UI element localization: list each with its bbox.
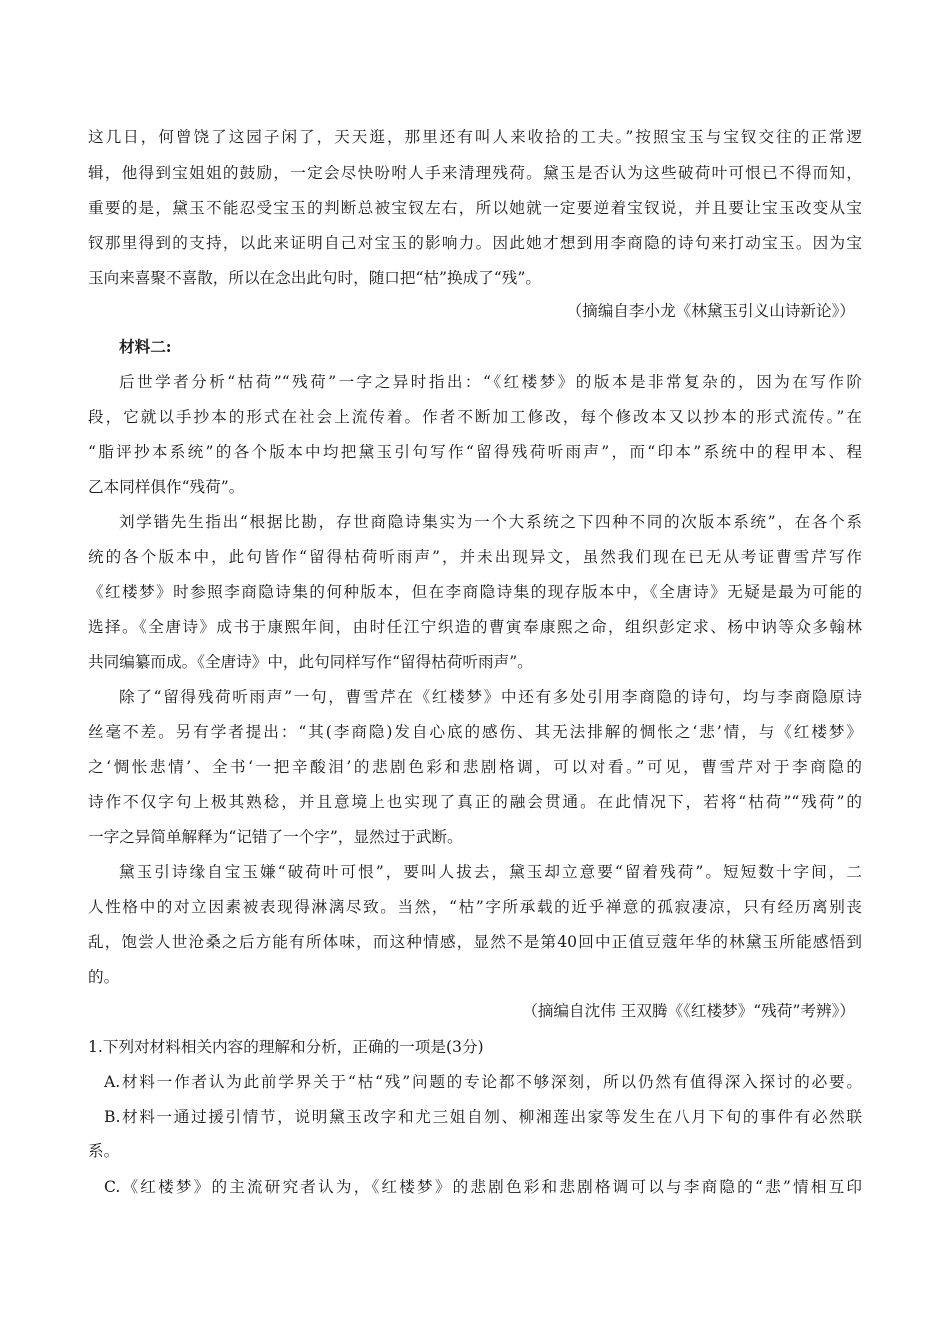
question-stem: 1.下列对材料相关内容的理解和分析，正确的一项是(3分) [88, 1038, 484, 1056]
text-line: 之‘惆怅悲情’、全书‘一把辛酸泪’的悲剧色彩和悲剧格调，可以对看。”可见，曹雪芹对于李商隐的 [88, 758, 862, 776]
option-a: A.材料一作者认为此前学界关于“枯“残”问题的专论都不够深刻，所以仍然有值得深入探讨的必要。 [104, 1073, 862, 1091]
text-line: 这几日，何曾饶了这园子闲了，天天逛，那里还有叫人来收拾的工夫。”按照宝玉与宝钗交往的正常逻 [88, 128, 862, 146]
text-line: 刘学锴先生指出“根据比勘，存世商隐诗集实为一个大系统之下四种不同的次版本系统”，在各个系 [119, 513, 862, 531]
option-b: B.材料一通过援引情节，说明黛玉改字和尤三姐自刎、柳湘莲出家等发生在八月下旬的事件有必然联 [104, 1108, 862, 1126]
text-line: 统的各个版本中，此句皆作“留得枯荷听雨声”，并未出现异文，虽然我们现在已无从考证曹雪芹写作 [88, 548, 862, 566]
text-line: 共同编纂而成。《全唐诗》中，此句同样写作“留得枯荷听雨声”。 [88, 653, 533, 671]
text-line: 诗作不仅字句上极其熟稔，并且意境上也实现了真正的融会贯通。在此情况下，若将“枯荷”“残荷”的 [88, 793, 862, 811]
source-citation-2: （摘编自沈伟 王双腾《《红楼梦》“残荷”考辨》） [522, 1002, 855, 1020]
text-line: 段，它就以手抄本的形式在社会上流传着。作者不断加工修改，每个修改本又以抄本的形式流传。”在 [88, 408, 862, 426]
text-line: 乱，饱尝人世沧桑之后方能有所体味，而这种情感，显然不是第40回中正值豆蔻年华的林黛玉所能感悟到 [88, 933, 862, 951]
text-line: 《红楼梦》时参照李商隐诗集的何种版本，但在李商隐诗集的现存版本中，《全唐诗》无疑是最为可能的 [88, 583, 862, 601]
text-line: 玉向来喜聚不喜散，所以在念出此句时，随口把“枯”换成了“残”。 [88, 269, 541, 287]
text-line: 丝毫不差。另有学者提出：“其(李商隐)发自心底的感伤、其无法排解的惆怅之‘悲’情，与《红楼梦》 [88, 723, 862, 741]
text-line: 黛玉引诗缘自宝玉嫌“破荷叶可恨”，要叫人拔去，黛玉却立意要“留着残荷”。短短数十字间，二 [119, 863, 862, 881]
text-line: 一字之异简单解释为“记错了一个字”，显然过于武断。 [88, 828, 463, 846]
text-line: 钗那里得到的支持，以此来证明自己对宝玉的影响力。因此她才想到用李商隐的诗句来打动宝玉。因为宝 [88, 234, 862, 252]
material-two-heading: 材料二: [119, 337, 172, 356]
option-c: C.《红楼梦》的主流研究者认为，《红楼梦》的悲剧色彩和悲剧格调可以与李商隐的“悲”情相互印 [104, 1178, 862, 1196]
text-line: 的。 [88, 968, 120, 986]
text-line: 人性格中的对立因素被表现得淋漓尽致。当然，“枯”字所承载的近乎禅意的孤寂凄凉，只有经历离别丧 [88, 898, 862, 916]
text-line: 乙本同样俱作“残荷”。 [88, 478, 245, 496]
text-line: 辑，他得到宝姐姐的鼓励，一定会尽快吩咐人手来清理残荷。黛玉是否认为这些破荷叶可恨已不得而知， [88, 164, 862, 182]
source-citation-1: （摘编自李小龙《林黛玉引义山诗新论》） [566, 302, 855, 320]
text-line: 除了“留得残荷听雨声”一句，曹雪芹在《红楼梦》中还有多处引用李商隐的诗句，均与李商隐原诗 [119, 688, 862, 706]
option-b-continuation: 系。 [88, 1142, 120, 1160]
text-line: 重要的是，黛玉不能忍受宝玉的判断总被宝钗左右，所以她就一定要逆着宝钗说，并且要让宝玉改变从宝 [88, 199, 862, 217]
text-line: “脂评抄本系统”的各个版本中均把黛玉引句写作“留得残荷听雨声”，而“印本”系统中的程甲本、程 [88, 443, 862, 461]
text-line: 后世学者分析“枯荷”“残荷”一字之异时指出：“《红楼梦》的版本是非常复杂的，因为在写作阶 [119, 373, 862, 391]
text-line: 选择。《全唐诗》成书于康熙年间，由时任江宁织造的曹寅奉康熙之命，组织彭定求、杨中讷等众多翰林 [88, 618, 862, 636]
